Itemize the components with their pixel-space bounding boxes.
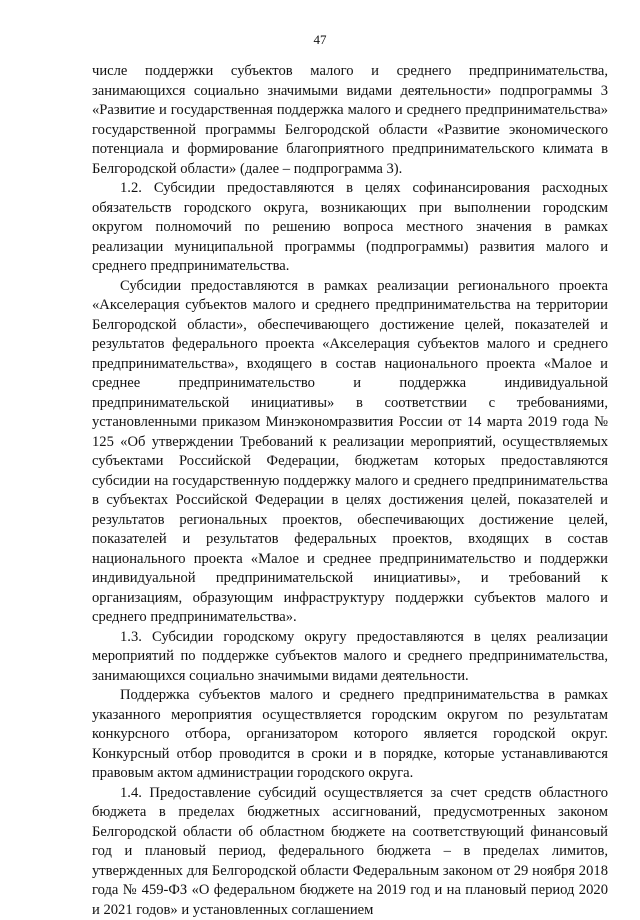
paragraph-support-selection: Поддержка субъектов малого и среднего предпринимательства в рамках указанного мероприятия осуществляется городским округом по результатам конкурсного отбора, организатором которого является городской округ. Конкурсный отбор проводится в сроки и в порядке, которые устанавливаются правовым актом администрации городского округа. — [92, 686, 608, 784]
paragraph-regional-project: Субсидии предоставляются в рамках реализации регионального проекта «Акселерация субъектов малого и среднего предпринимательства на территории Белгородской области», обеспечивающего достижение целей, показателей и результатов федерального проекта «Акселерация субъектов малого и среднего предпринимательства», входящего в состав национального проекта «Малое и среднее предпринимательство и поддержка индивидуальной предпринимательской инициативы» в соответствии с требованиями, установленными приказом Минэкономразвития России от 14 марта 2019 года № 125 «Об утверждении Требований к реализации мероприятий, осуществляемых субъектами Российской Федерации, бюджетам которых предоставляются субсидии на государственную поддержку малого и среднего предпринимательства в субъектах Российской Федерации в целях достижения целей, показателей и результатов региональных проектов, обеспечивающих достижение целей, показателей и результатов федеральных проектов, входящих в состав национального проекта «Малое и среднее предпринимательство и поддержки индивидуальной предпринимательской инициативы», и требований к организациям, образующим инфраструктуру поддержки субъектов малого и среднего предпринимательства». — [92, 277, 608, 628]
document-body — [92, 62, 608, 920]
paragraph-subprogram-3: числе поддержки субъектов малого и среднего предпринимательства, занимающихся социально значимыми видами деятельности» подпрограммы 3 «Развитие и государственная поддержка малого и среднего предпринимательства» государственной программы Белгородской области «Развитие экономического потенциала и формирование благоприятного предпринимательского климата в Белгородской области» (далее – подпрограмма 3). — [92, 62, 608, 179]
page-number: 47 — [0, 32, 640, 48]
paragraph-1-3: 1.3. Субсидии городскому округу предоставляются в целях реализации мероприятий по поддержке субъектов малого и среднего предпринимательства, занимающихся социально значимыми видами деятельности. — [92, 628, 608, 687]
paragraph-1-2: 1.2. Субсидии предоставляются в целях софинансирования расходных обязательств городского округа, возникающих при выполнении городским округом полномочий по решению вопроса местного значения в рамках реализации муниципальной программы (подпрограммы) развития малого и среднего предпринимательства. — [92, 179, 608, 277]
paragraph-1-4: 1.4. Предоставление субсидий осуществляется за счет средств областного бюджета в пределах бюджетных ассигнований, предусмотренных законом Белгородской области об областном бюджете на соответствующий финансовый год и плановый период, федерального бюджета – в пределах лимитов, утвержденных для Белгородской области Федеральным законом от 29 ноября 2018 года № 459-ФЗ «О федеральном бюджете на 2019 год и на плановый период 2020 и 2021 годов» и установленных соглашением — [92, 784, 608, 920]
